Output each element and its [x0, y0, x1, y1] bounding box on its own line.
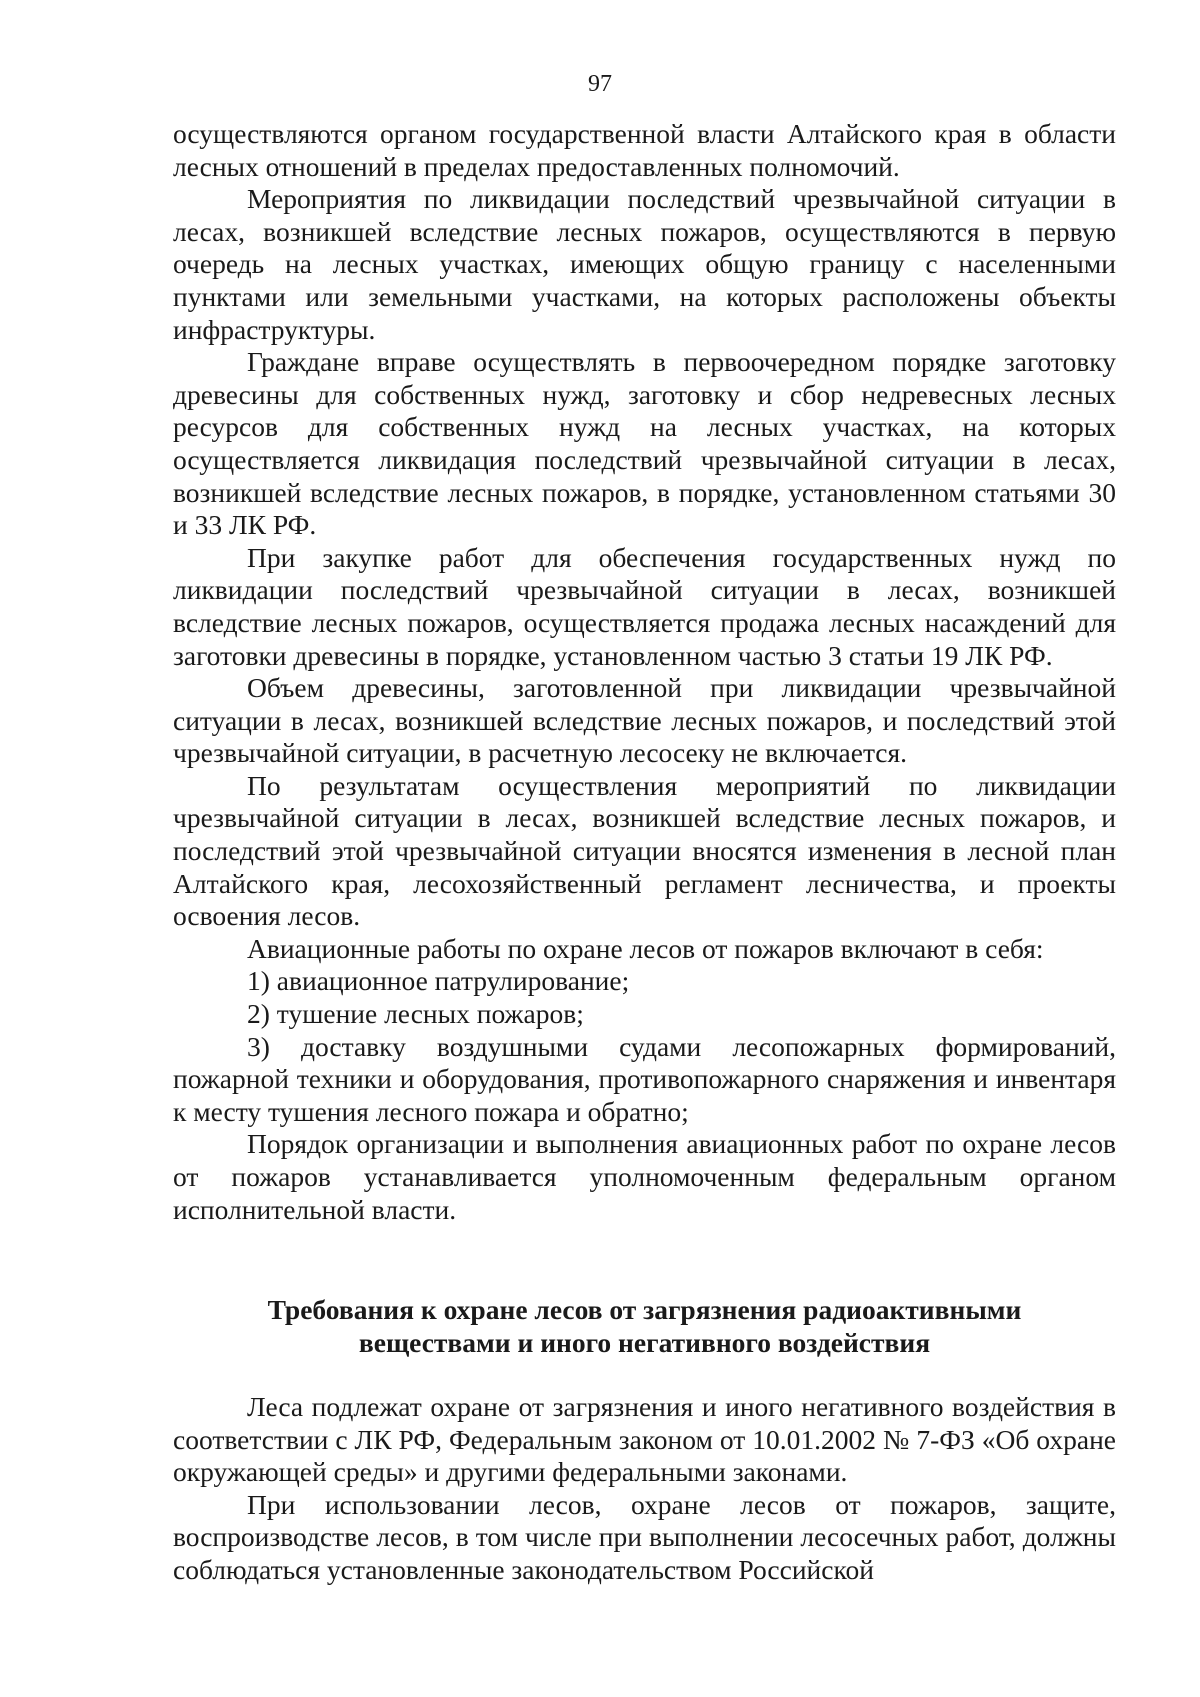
paragraph: Мероприятия по ликвидации последствий чрезвычайной ситуации в лесах, возникшей вследствие лесных пожаров, осуществляются в первую очередь на лесных участках, имеющих общую границу с населенными пунктами или земельными участками, на которых расположены объекты инфраструктуры. — [173, 183, 1116, 345]
list-item: 2) тушение лесных пожаров; — [247, 998, 584, 1030]
body-text-section-2 — [173, 1391, 1116, 1587]
paragraph: Объем древесины, заготовленной при ликвидации чрезвычайной ситуации в лесах, возникшей вследствие лесных пожаров, и последствий этой чрезвычайной ситуации, в расчетную лесосеку не включается. — [173, 672, 1116, 769]
paragraph: При закупке работ для обеспечения государственных нужд по ликвидации последствий чрезвычайной ситуации в лесах, возникшей вследствие лесных пожаров, осуществляется продажа лесных насаждений для заготовки древесины в порядке, установленном частью 3 статьи 19 ЛК РФ. — [173, 541, 1116, 671]
paragraph: По результатам осуществления мероприятий по ликвидации чрезвычайной ситуации в лесах, возникшей вследствие лесных пожаров, и последствий этой чрезвычайной ситуации вносятся изменения в лесной план Алтайского края, лесохозяйственный регламент лесничества, и проекты освоения лесов. — [173, 769, 1116, 932]
section-heading — [173, 1293, 1116, 1359]
paragraph: Авиационные работы по охране лесов от пожаров включают в себя: — [247, 932, 1044, 964]
body-text-section-1 — [173, 118, 1116, 1226]
section-heading-line-2: веществами и иного негативного воздействия — [358, 1327, 931, 1358]
paragraph: осуществляются органом государственной власти Алтайского края в области лесных отношений в пределах предоставленных полномочий. — [173, 118, 1116, 182]
paragraph: Граждане вправе осуществлять в первоочередном порядке заготовку древесины для собственных нужд, заготовку и сбор недревесных лесных ресурсов для собственных нужд на лесных участках, на которых осуществляется ликвидация последствий чрезвычайной ситуации в лесах, возникшей вследствие лесных пожаров, в порядке, установленном статьями 30 и 33 ЛК РФ. — [173, 346, 1116, 541]
page-number: 97 — [588, 71, 612, 97]
paragraph: Порядок организации и выполнения авиационных работ по охране лесов от пожаров устанавливается уполномоченным федеральным органом исполнительной власти. — [173, 1128, 1116, 1225]
list-item: 3) доставку воздушными судами лесопожарных формирований, пожарной техники и оборудования, противопожарного снаряжения и инвентаря к месту тушения лесного пожара и обратно; — [173, 1030, 1116, 1127]
paragraph: При использовании лесов, охране лесов от пожаров, защите, воспроизводстве лесов, в том числе при выполнении лесосечных работ, должны соблюдаться установленные законодательством Российской — [173, 1488, 1116, 1585]
section-heading-line-1: Требования к охране лесов от загрязнения радиоактивными — [267, 1294, 1022, 1325]
list-item: 1) авиационное патрулирование; — [247, 965, 630, 997]
paragraph: Леса подлежат охране от загрязнения и иного негативного воздействия в соответствии с ЛК РФ, Федеральным законом от 10.01.2002 № 7-ФЗ «Об охране окружающей среды» и другими федеральными законами. — [173, 1391, 1116, 1488]
